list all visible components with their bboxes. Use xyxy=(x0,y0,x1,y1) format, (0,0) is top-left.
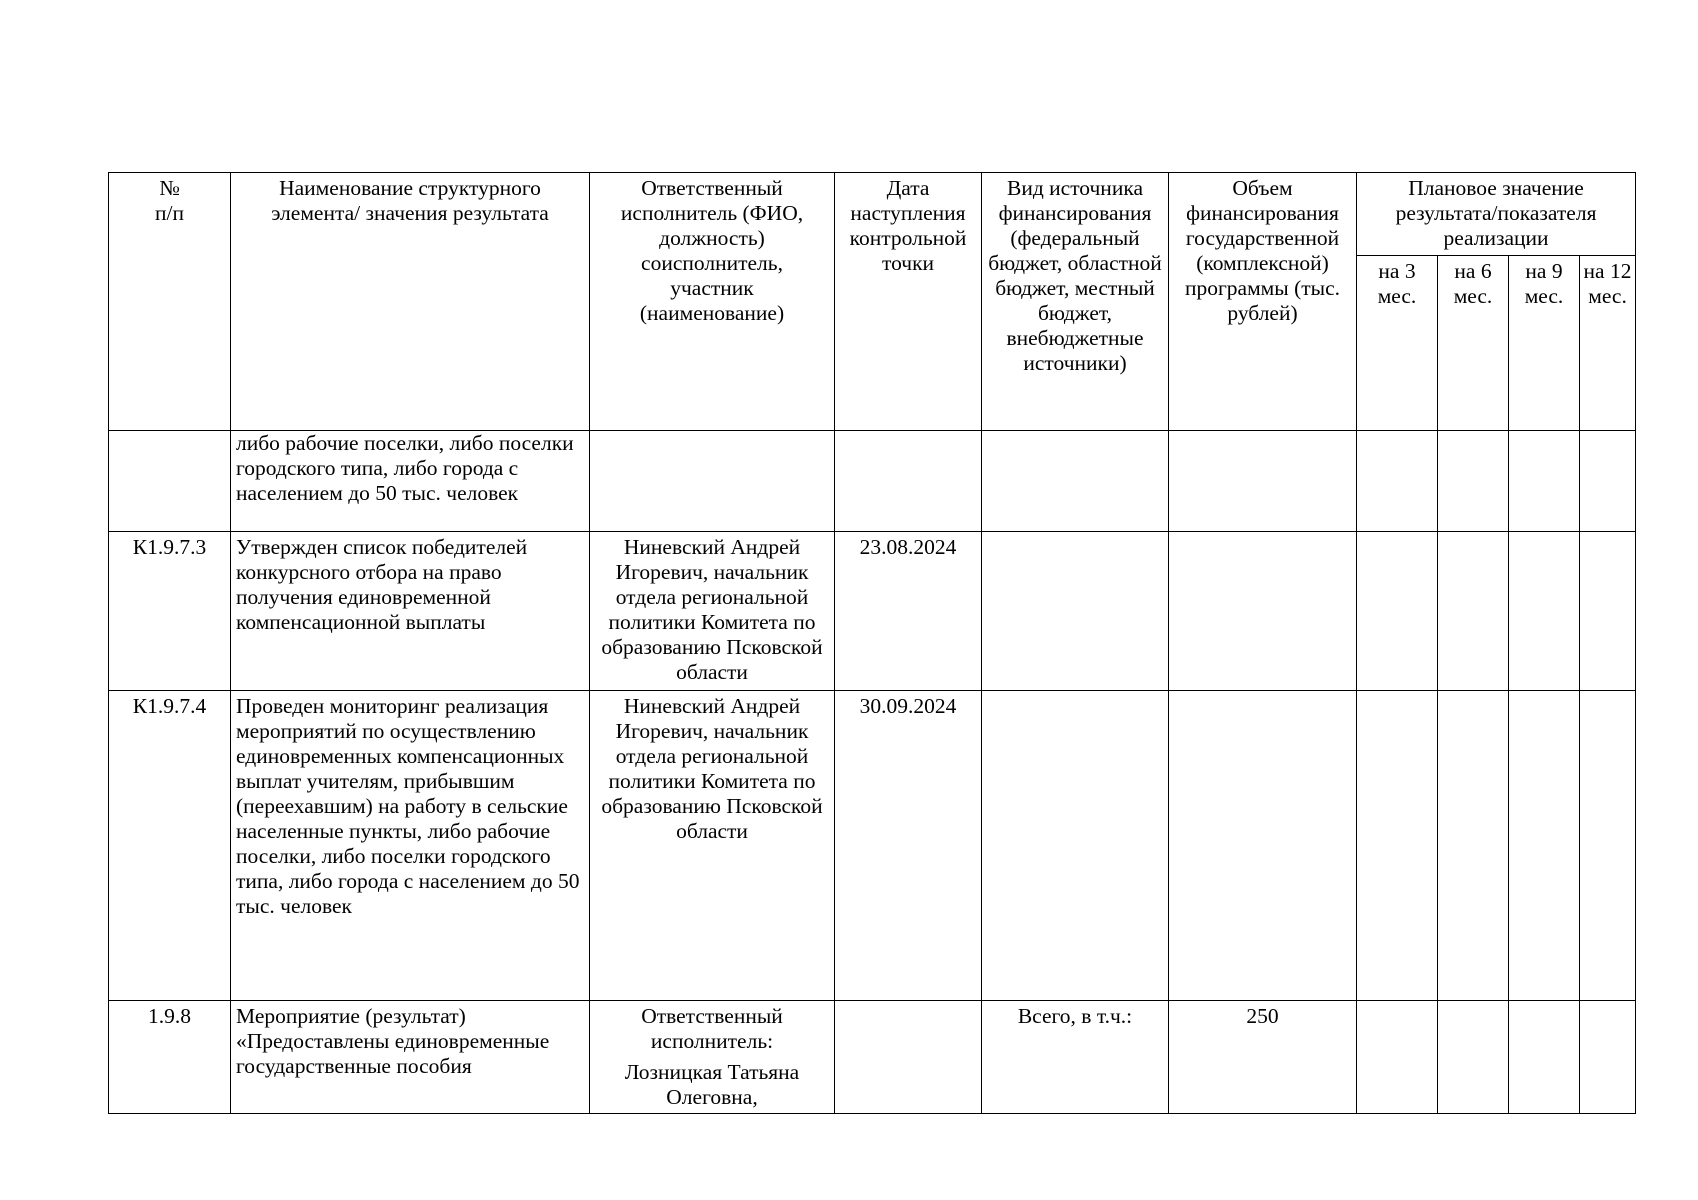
row-name: Проведен мониторинг реализация мероприятий по осуществлению единовременных компенсационных выплат учителям, прибывшим (переехавшим) на работу в сельские населенные пункты, либо рабочие поселки, либо поселки городского типа, либо города с населением до 50 тыс. человек xyxy=(231,691,590,1001)
row-source: Всего, в т.ч.: xyxy=(982,1001,1169,1114)
table-row xyxy=(109,691,1636,1001)
table-row xyxy=(109,431,1636,532)
row-m12 xyxy=(1580,691,1636,1001)
header-date: Дата наступления контрольной точки xyxy=(835,173,982,431)
row-responsible-role: Ответственный исполнитель: xyxy=(641,1004,783,1053)
row-volume xyxy=(1169,691,1357,1001)
row-m6 xyxy=(1438,431,1509,532)
row-m3 xyxy=(1357,431,1438,532)
row-date xyxy=(835,431,982,532)
row-name: либо рабочие поселки, либо поселки городского типа, либо города с населением до 50 тыс. человек xyxy=(231,431,590,532)
row-source xyxy=(982,532,1169,691)
header-num: № п/п xyxy=(109,173,231,431)
header-m12: на 12 мес. xyxy=(1580,256,1636,431)
row-m9 xyxy=(1509,1001,1580,1114)
row-m6 xyxy=(1438,691,1509,1001)
row-date: 23.08.2024 xyxy=(835,532,982,691)
header-source: Вид источника финансирования (федеральный бюджет, областной бюджет, местный бюджет, внебюджетные источники) xyxy=(982,173,1169,431)
table-row xyxy=(109,1001,1636,1114)
row-num xyxy=(109,431,231,532)
row-volume xyxy=(1169,431,1357,532)
row-m6 xyxy=(1438,532,1509,691)
header-planned: Плановое значение результата/показателя реализации xyxy=(1357,173,1636,256)
header-m9: на 9 мес. xyxy=(1509,256,1580,431)
row-m3 xyxy=(1357,691,1438,1001)
row-date: 30.09.2024 xyxy=(835,691,982,1001)
row-num: К1.9.7.3 xyxy=(109,532,231,691)
row-m12 xyxy=(1580,1001,1636,1114)
row-responsible: Ниневский Андрей Игоревич, начальник отдела региональной политики Комитета по образованию Псковской области xyxy=(590,691,835,1001)
row-volume: 250 xyxy=(1169,1001,1357,1114)
header-row xyxy=(109,173,1636,256)
row-num: 1.9.8 xyxy=(109,1001,231,1114)
row-m6 xyxy=(1438,1001,1509,1114)
row-source xyxy=(982,691,1169,1001)
header-volume: Объем финансирования государственной (комплексной) программы (тыс. рублей) xyxy=(1169,173,1357,431)
document-table xyxy=(108,172,1636,1114)
row-responsible-cell xyxy=(590,1001,835,1114)
header-responsible: Ответственный исполнитель (ФИО, должность) соисполнитель, участник (наименование) xyxy=(590,173,835,431)
row-name: Мероприятие (результат) «Предоставлены единовременные государственные пособия xyxy=(231,1001,590,1114)
row-m3 xyxy=(1357,1001,1438,1114)
header-m6: на 6 мес. xyxy=(1438,256,1509,431)
row-name: Утвержден список победителей конкурсного отбора на право получения единовременной компенсационной выплаты xyxy=(231,532,590,691)
row-volume xyxy=(1169,532,1357,691)
row-m9 xyxy=(1509,431,1580,532)
row-responsible-person: Лозницкая Татьяна Олеговна, xyxy=(624,1060,800,1109)
row-m3 xyxy=(1357,532,1438,691)
row-responsible: Ниневский Андрей Игоревич, начальник отдела региональной политики Комитета по образованию Псковской области xyxy=(590,532,835,691)
row-m9 xyxy=(1509,532,1580,691)
header-name: Наименование структурного элемента/ значения результата xyxy=(231,173,590,431)
row-responsible xyxy=(590,431,835,532)
row-date xyxy=(835,1001,982,1114)
row-num: К1.9.7.4 xyxy=(109,691,231,1001)
row-m9 xyxy=(1509,691,1580,1001)
row-m12 xyxy=(1580,532,1636,691)
header-m3: на 3 мес. xyxy=(1357,256,1438,431)
row-source xyxy=(982,431,1169,532)
row-m12 xyxy=(1580,431,1636,532)
table-row xyxy=(109,532,1636,691)
